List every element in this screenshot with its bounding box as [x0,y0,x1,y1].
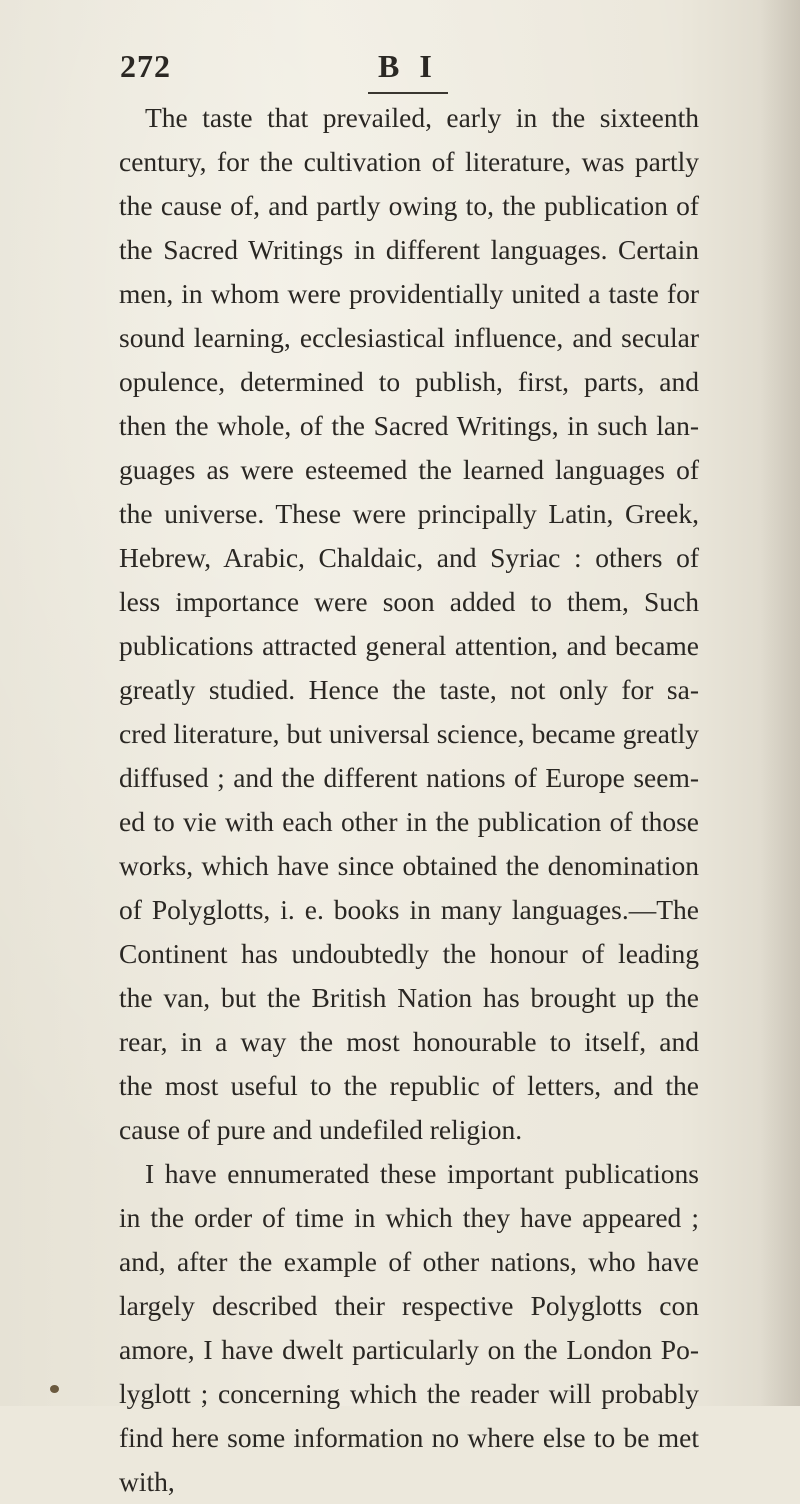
text-line: the most useful to the republic of letters, and the [119,1070,699,1101]
text-line: the van, but the British Nation has brought up the [119,982,699,1013]
ink-spot [50,1385,59,1393]
text-line: less importance were soon added to them, Such [119,586,699,617]
body-text [119,96,699,1504]
text-line: then the whole, of the Sacred Writings, in such lan- [119,410,699,441]
text-line: Hebrew, Arabic, Chaldaic, and Syriac : others of [119,542,699,573]
text-line: cred literature, but universal science, became greatly [119,718,699,749]
text-line: opulence, determined to publish, first, parts, and [119,366,699,397]
text-line: Continent has undoubtedly the honour of leading [119,938,699,969]
text-line: works, which have since obtained the denomination [119,850,699,881]
text-line: century, for the cultivation of literature, was partly [119,146,699,177]
text-line: amore, I have dwelt particularly on the London Po- [119,1334,699,1365]
text-line: rear, in a way the most honourable to itself, and [119,1026,699,1057]
text-line: the cause of, and partly owing to, the publication of [119,190,699,221]
text-line: ed to vie with each other in the publication of those [119,806,699,837]
page-edge-shadow [760,0,800,1406]
text-line: publications attracted general attention, and became [119,630,699,661]
header-rule [368,92,448,94]
text-line: greatly studied. Hence the taste, not only for sa- [119,674,699,705]
text-line: of Polyglotts, i. e. books in many languages.—The [119,894,699,925]
text-line: largely described their respective Polyglotts con [119,1290,699,1321]
text-line: the universe. These were principally Latin, Greek, [119,498,699,529]
text-line: sound learning, ecclesiastical influence, and secular [119,322,699,353]
text-line: and, after the example of other nations, who have [119,1246,699,1277]
text-line: cause of pure and undefiled religion. [119,1114,523,1145]
paragraph-1 [119,96,699,1152]
text-line: with, [119,1466,175,1497]
text-line: the Sacred Writings in different languages. Certain [119,234,699,265]
text-line: in the order of time in which they have appeared ; [119,1202,699,1233]
running-head: B I [378,48,438,84]
text-line: lyglott ; concerning which the reader will probably [119,1378,699,1409]
text-line: find here some information no where else to be met [119,1422,699,1453]
page-header [120,48,680,98]
text-line: I have ennumerated these important publications [145,1158,699,1189]
text-line: men, in whom were providentially united a taste for [119,278,699,309]
text-line: diffused ; and the different nations of Europe seem- [119,762,699,793]
page-number: 272 [120,48,171,84]
text-line: guages as were esteemed the learned languages of [119,454,699,485]
text-line: The taste that prevailed, early in the sixteenth [145,102,699,133]
paragraph-2 [119,1152,699,1504]
